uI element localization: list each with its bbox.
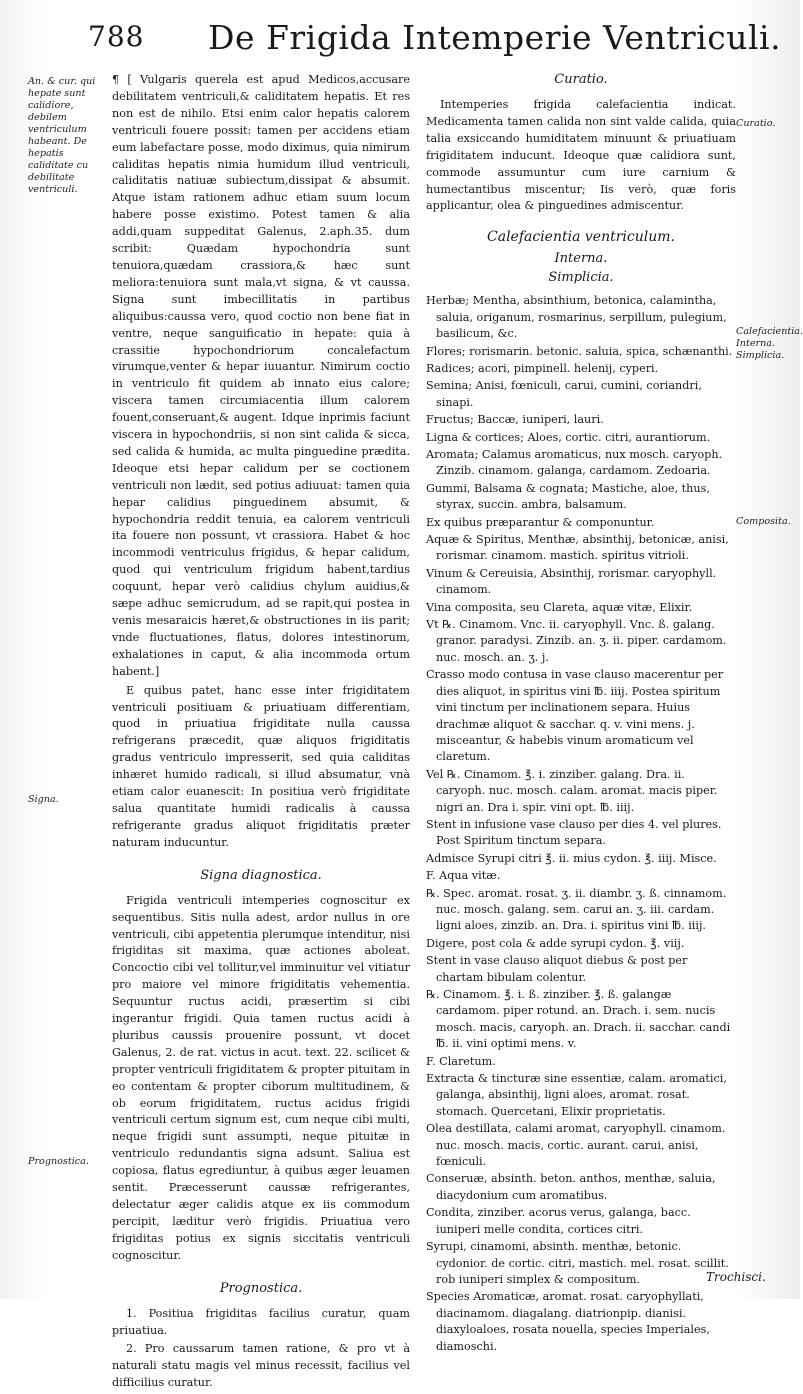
right-column — [426, 72, 736, 1356]
list-item: Vt ℞. Cinamom. Vnc. ii. caryophyll. Vnc. ß. galang. granor. paradysi. Zinzib. an. ʒ. ii. piper. cardamom. nuc. mosch. an. ʒ. j. — [426, 618, 727, 664]
list-item: Extracta & tincturæ sine essentiæ, calam. aromatici, galanga, absinthij, ligni aloes, aromat. rosat. stomach. Quercetani, Elixir proprietatis. — [426, 1072, 727, 1118]
margin-note-prognostica: Prognostica. — [28, 1156, 89, 1167]
list-item: Syrupi, cinamomi, absinth. menthæ, betonic. cydonior. de cortic. citri, mastich. mel. rosat. scillit. rob iuniperi simplex & compositum. — [426, 1240, 729, 1286]
page-number: 788 — [88, 20, 145, 53]
heading-simplicia: Simplicia. — [548, 270, 614, 286]
list-item: Fructus; Baccæ, iuniperi, lauri. — [426, 413, 604, 427]
list-item: Ligna & cortices; Aloes, cortic. citri, aurantiorum. — [426, 430, 711, 444]
list-item: Conseruæ, absinth. beton. anthos, menthæ, saluia, diacydonium cum aromatibus. — [426, 1172, 716, 1202]
paragraph-signa: Frigida ventriculi intemperies cognoscitur ex sequentibus. Sitis nulla adest, ardor nullus in ore ventriculi, cibi appetentia plerumque intenditur, nisi frigiditas sit maxima, quæ actiones aboleat. Concoctio cibi vel tollitur,vel imminuitur vel vitiatur pro maiore vel minore frigiditatis vehementia. Sequuntur ructus acidi, præsertim si cibi ingerantur frigidi. Quia tamen ructus acidi à pluribus caussis prouenire possunt, vt docet Galenus, 2. de rat. victus in acut. text. 22. scilicet & propter ventriculi frigiditatem & propter pituitam in eo contentam & propter ciborum multitudinem, & ob eorum frigiditatem, ructus acidus frigidi ventriculi certum signum est, cum neque cibi multi, neque frigidi sunt assumpti, neque pituitæ in ventriculo redundantis signa adsunt. Saliua est copiosa, flatus egrediuntur, à quibus æger leuamen sentit. Præcesserunt caussæ refrigerantes, delectatur æger calidis atque ex iis commodum percipit, læditur verò frigidis. Priuatiua vero frigiditas potius ex signis siccitatis ventriculi cognoscitur. — [112, 893, 410, 1262]
list-item: Aromata; Calamus aromaticus, nux mosch. caryoph. Zinzib. cinamom. galanga, cardamom. Zedoaria. — [426, 448, 723, 478]
list-item: Semina; Anisi, fœniculi, carui, cumini, coriandri, sinapi. — [426, 379, 702, 409]
heading-interna: Interna. — [554, 251, 608, 267]
paragraph-hepar: ¶ [ Vulgaris querela est apud Medicos,accusare debilitatem ventriculi,& caliditatem hepatis. Et res non est de nihilo. Etsi enim calor hepatis calorem ventriculi fouere possit: tamen per accidens etiam eum labefactare posse, modo diximus, quia nimirum caliditas hepatis nimia humidum illud ventriculi, caliditatis natiuæ subiectum,dissipat & absumit. Atque istam rationem adhuc etiam suum locum habere posse existimo. Potest tamen & alia addi,quam suppeditat Galenus, 2.aph.35. dum scribit: Quædam hypochondria sunt tenuiora,quædam crassiora,& hæc sunt meliora:tenuiora sunt mala,vt signa, & vt caussa. Signa sunt imbecillitatis in partibus aliquibus:caussa vero, quod coctio non bene fiat in ventre, neque sanguificatio in hepate: quia à crassitie hypochondriorum concalefactum virumque,venter & hepar iuuantur. Nimirum coctio in ventriculo fit quidem ab innato eius calore; viscera tamen circumiacentia illum calorem fouent,conseruant,& augent. Idque inprimis faciunt viscera in hypochondriis, si non sint calida & sicca, sed calida & humida, ac multa pinguedine prædita. Ideoque etsi hepar calidum per se coctionem ventriculi non lædit, sed potius adiuuat: tamen quia hepar calidius pinguedinem absumit, & hypochondria reddit tenuia, ea calorem ventriculi ita fouere non possunt, vt crassiora. Habet & hoc incommodi ventriculus frigidus, & hepar calidum, quod qui ventriculum frigidum habent,tardius coquunt, hepar verò calidius chylum auidius,& sæpe adhuc semicrudum, ad se rapit,qui postea in venis mesaraicis hæret,& obstructiones in iis parit; vnde fluctuationes, flatus, dolores intestinorum, exhalationes in caput, & alia incommoda ortum habent.] — [112, 73, 410, 678]
list-item: Species Aromaticæ, aromat. rosat. caryophyllati, diacinamom. diagalang. diatrionpip. dianisi. diaxyloaloes, rosata nouella, species Imperiales, diamoschi. — [426, 1290, 710, 1353]
heading-calefacientia: Calefacientia ventriculum. — [487, 229, 675, 246]
list-item: Aquæ & Spiritus, Menthæ, absinthij, betonicæ, anisi, rorismar. cinamom. mastich. spiritus vitrioli. — [426, 533, 729, 563]
list-item: ℞. Spec. aromat. rosat. ʒ. ii. diambr. ʒ. ß. cinnamom. nuc. mosch. galang. sem. carui an. ʒ. iii. cardam. ligni aloes, zinzib. an. Dra. i. spiritus vini ℔. iiij. — [426, 886, 727, 933]
margin-note-cause: An. & cur. qui hepate sunt calidiore, debilem ventriculum habeant. De hepatis caliditate cu debilitate ventriculi. — [28, 76, 96, 195]
list-item: Admisce Syrupi citri ℥. ii. mius cydon. ℥. iiij. Misce. — [426, 851, 717, 865]
running-title: De Frigida Intemperie Ventriculi. — [208, 18, 782, 57]
paragraph-curatio: Intemperies frigida calefacientia indicat. Medicamenta tamen calida non sint valde calida, quia talia exsiccando humiditatem minuunt & priuatiuam frigiditatem inducunt. Ideoque quæ calidiora sunt, commode assumuntur cum iure carnium & humectantibus miscentur; Iis verò, quæ foris applicantur, olea & pinguedines admiscentur. — [426, 98, 736, 213]
list-item: Herbæ; Mentha, absinthium, betonica, calamintha, saluia, origanum, rosmarinus, serpillum, pulegium, basilicum, &c. — [426, 294, 727, 341]
prognostica-item-2: 2. Pro caussarum tamen ratione, & pro vt à naturali statu magis vel minus recessit, facilius vel difficilius curatur. — [112, 1342, 410, 1390]
list-item: Gummi, Balsama & cognata; Mastiche, aloe, thus, styrax, succin. ambra, balsamum. — [426, 481, 710, 512]
list-item: Condita, zinziber. acorus verus, galanga, bacc. iuniperi melle condita, cortices citri. — [426, 1206, 691, 1236]
list-item: Vinum & Cereuisia, Absinthij, rorismar. caryophyll. cinamom. — [426, 566, 717, 597]
list-item: Vel ℞. Cinamom. ℥. i. zinziber. galang. Dra. ii. caryoph. nuc. mosch. calam. aromat. macis piper. nigri an. Dra i. spir. vini opt. ℔. iiij. — [426, 767, 718, 814]
list-item: Flores; rorismarin. betonic. saluia, spica, schænanthi. — [426, 344, 733, 358]
paragraph-differentia: E quibus patet, hanc esse inter frigiditatem ventriculi positiuam & priuatiuam differentiam, quod in priuatiua frigiditate nulla caussa refrigerans præcedit, quæ aliquos frigiditatis gradus ventriculo impresserit, sed quia caliditas inhæret humido radicali, si illud absumatur, vnà etiam calor euanescit: In positiua verò frigiditate salua quantitate humidi radicalis à caussa refrigerante gradus aliquot frigiditatis præter naturam inducuntur. — [112, 683, 410, 849]
composita-list — [426, 532, 736, 1355]
page-header — [88, 18, 782, 70]
list-item: Stent in vase clauso aliquot diebus & post per chartam bibulam colentur. — [426, 954, 688, 984]
list-item: Radices; acori, pimpinell. helenij, cyperi. — [426, 361, 659, 375]
margin-note-signa: Signa. — [28, 794, 59, 805]
list-item: Ex quibus præparantur & componuntur. — [426, 515, 655, 529]
heading-prognostica: Prognostica. — [219, 1280, 303, 1296]
list-item: Stent in infusione vase clauso per dies 4. vel plures. Post Spiritum tinctum separa. — [426, 817, 722, 848]
list-item: F. Claretum. — [426, 1054, 496, 1068]
simplicia-list — [426, 293, 736, 531]
list-item: F. Aqua vitæ. — [426, 869, 501, 883]
list-item: ℞. Cinamom. ℥. i. ß. zinziber. ℥. ß. galangæ cardamom. piper rotund. an. Drach. i. sem. nucis mosch. macis, caryoph. an. Drach. ii. sacchar. candi ℔. ii. vini optimi mens. v. — [426, 988, 731, 1051]
left-column — [112, 72, 410, 1394]
list-item: Crasso modo contusa in vase clauso macerentur per dies aliquot, in spiritus vini ℔. iiij. Postea spiritum vini tinctum per inclinationem separa. Huius drachmæ aliquot & sacchar. q. v. vini mens. j. misceantur, & habebis vinum aromaticum vel claretum. — [426, 668, 724, 764]
catchword: Trochisci. — [706, 1270, 766, 1284]
list-item: Olea destillata, calami aromat, caryophyll. cinamom. nuc. mosch. macis, cortic. aurant. carui, anisi, fœniculi. — [426, 1122, 726, 1169]
heading-signa-diagnostica: Signa diagnostica. — [200, 867, 322, 883]
margin-note-composita: Composita. — [736, 516, 791, 527]
list-item: Digere, post cola & adde syrupi cydon. ℥. viij. — [426, 936, 685, 950]
list-item: Vina composita, seu Clareta, aquæ vitæ, Elixir. — [426, 600, 693, 614]
margin-note-curatio: Curatio. — [736, 118, 776, 129]
heading-curatio: Curatio. — [554, 72, 608, 87]
prognostica-item-1: 1. Positiua frigiditas facilius curatur, quam priuatiua. — [112, 1306, 410, 1337]
margin-note-calefacientia: Calefacientia. Interna. Simplicia. — [736, 326, 803, 361]
